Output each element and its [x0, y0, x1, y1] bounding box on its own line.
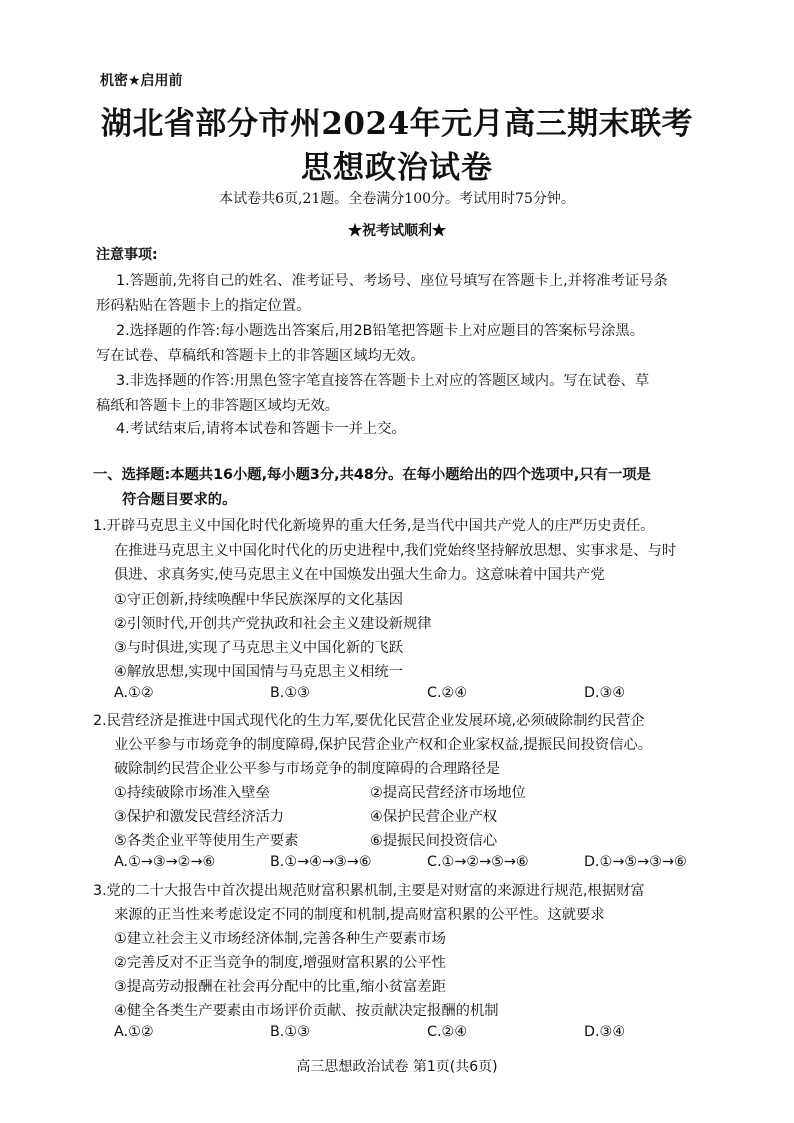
q2-option-b[interactable]: B.①→④→③→⑥ [270, 854, 372, 870]
q1-option-b[interactable]: B.①③ [270, 685, 310, 701]
q1-stem-line: 1.开辟马克思主义中国化时代化新境界的重大任务,是当代中国共产党人的庄严历史责任。 [93, 518, 655, 534]
q1-stem-line: 俱进、求真务实,使马克思主义在中国焕发出强大生命力。这意味着中国共产党 [114, 567, 605, 583]
page-footer: 高三思想政治试卷 第1页(共6页) [296, 1059, 498, 1075]
q1-item: ④解放思想,实现中国国情与马克思主义相统一 [114, 664, 404, 680]
q1-option-a[interactable]: A.①② [114, 685, 154, 701]
q1-stem-line: 在推进马克思主义中国化时代化的历史进程中,我们党始终坚持解放思想、实事求是、与时 [114, 543, 677, 559]
q1-item: ②引领时代,开创共产党执政和社会主义建设新规律 [114, 616, 432, 632]
q2-item: ③保护和激发民营经济活力 [114, 809, 285, 825]
q2-item: ①持续破除市场准入壁垒 [114, 785, 270, 801]
q3-option-d[interactable]: D.③④ [584, 1024, 626, 1040]
q2-stem-line: 业公平参与市场竞争的制度障碍,保护民营企业产权和企业家权益,提振民间投资信心。 [114, 737, 653, 753]
q1-item: ①守正创新,持续唤醒中华民族深厚的文化基因 [114, 592, 404, 608]
q2-option-d[interactable]: D.①→⑤→③→⑥ [584, 854, 687, 870]
q3-option-a[interactable]: A.①② [114, 1024, 154, 1040]
notice-line: 稿纸和答题卡上的非答题区域均无效。 [96, 398, 340, 414]
q2-option-a[interactable]: A.①→③→②→⑥ [114, 854, 216, 870]
q2-item: ④保护民营企业产权 [370, 809, 498, 825]
notice-line: 2.选择题的作答:每小题选出答案后,用2B铅笔把答题卡上对应题目的答案标号涂黑。 [116, 323, 644, 339]
q3-item: ④健全各类生产要素由市场评价贡献、按贡献决定报酬的机制 [114, 1003, 499, 1019]
notice-line: 3.非选择题的作答:用黑色签字笔直接答在答题卡上对应的答题区域内。写在试卷、草 [116, 373, 650, 389]
q1-option-c[interactable]: C.②④ [427, 685, 468, 701]
q1-option-d[interactable]: D.③④ [584, 685, 626, 701]
exam-subject-title: 思想政治试卷 [301, 150, 493, 186]
q2-item: ⑤各类企业平等使用生产要素 [114, 833, 299, 849]
q2-option-c[interactable]: C.①→②→⑤→⑥ [427, 854, 529, 870]
q2-item: ②提高民营经济市场地位 [370, 785, 526, 801]
q3-option-c[interactable]: C.②④ [427, 1024, 468, 1040]
notice-line: 4.考试结束后,请将本试卷和答题卡一并上交。 [116, 421, 406, 437]
q3-item: ②完善反对不正当竞争的制度,增强财富积累的公平性 [114, 955, 446, 971]
notice-line: 形码粘贴在答题卡上的指定位置。 [96, 298, 311, 314]
section-heading: 一、选择题:本题共16小题,每小题3分,共48分。在每小题给出的四个选项中,只有一项是 [93, 467, 651, 483]
q2-stem-line: 2.民营经济是推进中国式现代化的生力军,要优化民营企业发展环境,必须破除制约民营企 [93, 713, 645, 729]
q2-stem-line: 破除制约民营企业公平参与市场竞争的制度障碍的合理路径是 [114, 761, 501, 777]
notice-line: 1.答题前,先将自己的姓名、准考证号、考场号、座位号填写在答题卡上,并将准考证号条 [116, 273, 668, 289]
exam-title: 湖北省部分市州2024年元月高三期末联考 [100, 106, 694, 142]
q3-option-b[interactable]: B.①③ [270, 1024, 310, 1040]
secret-mark: 机密★启用前 [100, 73, 183, 89]
q1-item: ③与时俱进,实现了马克思主义中国化新的飞跃 [114, 640, 404, 656]
notice-heading: 注意事项: [96, 247, 158, 263]
q2-item: ⑥提振民间投资信心 [370, 833, 498, 849]
section-heading-cont: 符合题目要求的。 [122, 492, 237, 508]
good-luck-line: ★祝考试顺利★ [348, 223, 446, 239]
q3-stem-line: 3.党的二十大报告中首次提出规范财富积累机制,主要是对财富的来源进行规范,根据财富 [93, 883, 645, 899]
exam-info: 本试卷共6页,21题。全卷满分100分。考试用时75分钟。 [219, 191, 575, 207]
notice-line: 写在试卷、草稿纸和答题卡上的非答题区域均无效。 [96, 348, 425, 364]
q3-item: ③提高劳动报酬在社会再分配中的比重,缩小贫富差距 [114, 979, 446, 995]
q3-stem-line: 来源的正当性来考虑设定不同的制度和机制,提高财富积累的公平性。这就要求 [114, 907, 605, 923]
q3-item: ①建立社会主义市场经济体制,完善各种生产要素市场 [114, 931, 446, 947]
